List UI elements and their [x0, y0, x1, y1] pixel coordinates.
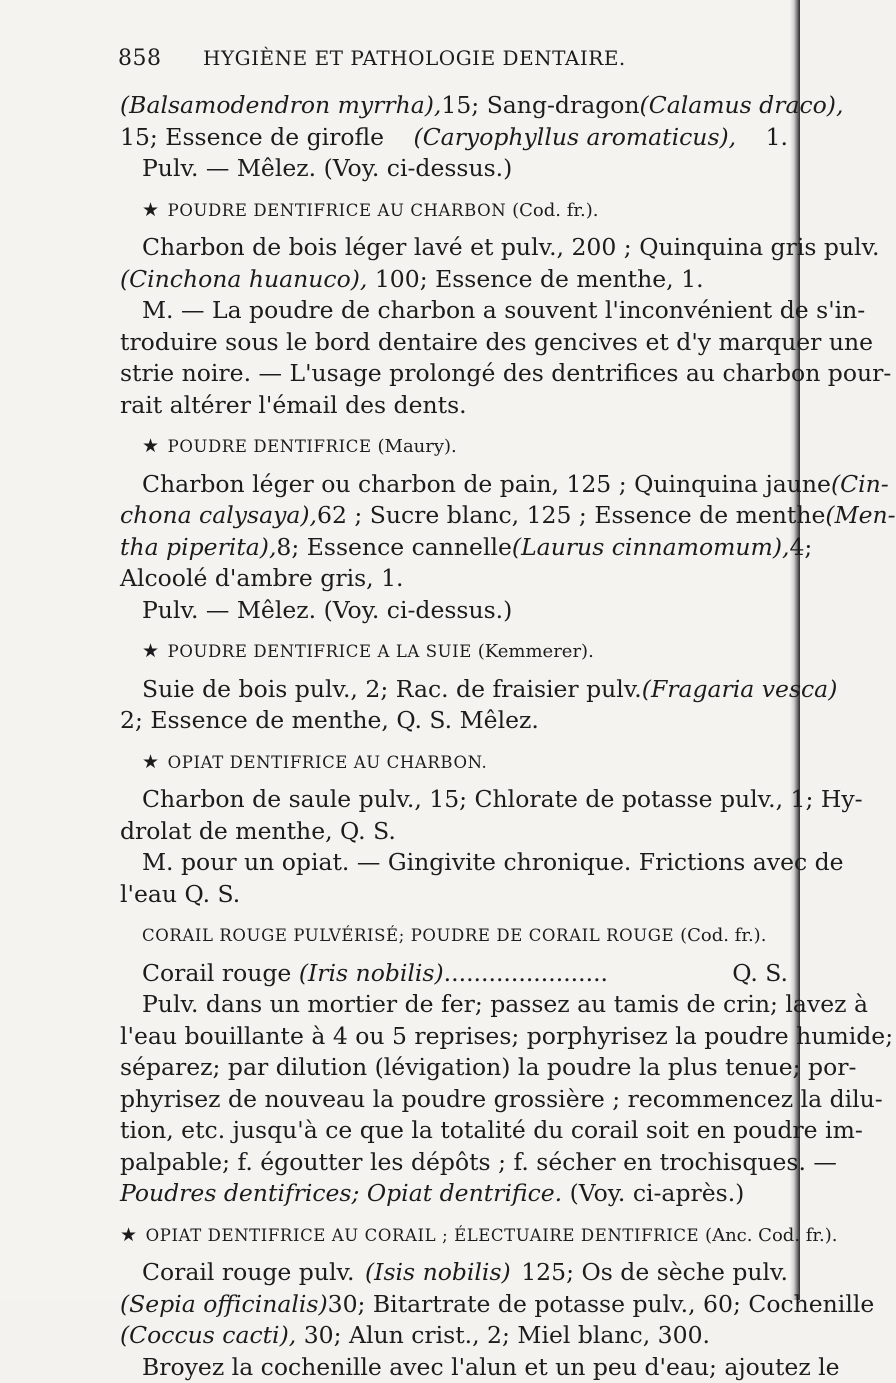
text-line: M. — La poudre de charbon a souvent l'inconvénient de s'in-: [120, 295, 788, 327]
text-line: Pulv. — Mêlez. (Voy. ci-dessus.): [120, 595, 788, 627]
section-heading: CORAIL ROUGE PULVÉRISÉ; POUDRE DE CORAIL ROUGE (Cod. fr.).: [120, 920, 788, 952]
star-icon: ★: [142, 751, 160, 773]
text-line: 15; Essence de girofle (Caryophyllus aromaticus), 1.: [120, 122, 788, 154]
section-heading: ★ POUDRE DENTIFRICE AU CHARBON (Cod. fr.).: [120, 195, 788, 227]
text-line: Charbon léger ou charbon de pain, 125 ; Quinquina jaune (Cin-: [120, 469, 788, 501]
text-line: Corail rouge (Iris nobilis) ...................... Q. S.: [120, 958, 788, 990]
text-line: Corail rouge pulv. (Isis nobilis) 125; Os de sèche pulv.: [120, 1257, 788, 1289]
text-line: strie noire. — L'usage prolongé des dentrifices au charbon pour-: [120, 358, 788, 390]
text-line: tha piperita), 8; Essence cannelle (Laurus cinnamomum), 4;: [120, 532, 788, 564]
page-body: [120, 90, 788, 1383]
text-line: séparez; par dilution (lévigation) la poudre la plus tenue; por-: [120, 1052, 788, 1084]
section-heading: ★ OPIAT DENTIFRICE AU CORAIL ; ÉLECTUAIRE DENTIFRICE (Anc. Cod. fr.).: [120, 1220, 788, 1252]
text-line: tion, etc. jusqu'à ce que la totalité du corail soit en poudre im-: [120, 1115, 788, 1147]
page-number: 858: [118, 46, 162, 71]
text-line: troduire sous le bord dentaire des gencives et d'y marquer une: [120, 327, 788, 359]
text-line: (Cinchona huanuco), 100; Essence de menthe, 1.: [120, 264, 788, 296]
star-icon: ★: [142, 199, 160, 221]
star-icon: ★: [142, 435, 160, 457]
text-line: Broyez la cochenille avec l'alun et un peu d'eau; ajoutez le: [120, 1352, 788, 1383]
text-line: l'eau Q. S.: [120, 879, 788, 911]
star-icon: ★: [142, 640, 160, 662]
text-line: phyrisez de nouveau la poudre grossière ; recommencez la dilu-: [120, 1084, 788, 1116]
text-line: Pulv. dans un mortier de fer; passez au tamis de crin; lavez à: [120, 989, 788, 1021]
text-line: (Coccus cacti), 30; Alun crist., 2; Miel blanc, 300.: [120, 1320, 788, 1352]
text-line: (Balsamodendron myrrha), 15; Sang-dragon (Calamus draco),: [120, 90, 788, 122]
text-line: drolat de menthe, Q. S.: [120, 816, 788, 848]
text-line: M. pour un opiat. — Gingivite chronique. Frictions avec de: [120, 847, 788, 879]
section-heading: ★ POUDRE DENTIFRICE (Maury).: [120, 431, 788, 463]
text-line: Charbon de bois léger lavé et pulv., 200 ; Quinquina gris pulv.: [120, 232, 788, 264]
text-line: Suie de bois pulv., 2; Rac. de fraisier pulv. (Fragaria vesca): [120, 674, 788, 706]
section-heading: ★ POUDRE DENTIFRICE A LA SUIE (Kemmerer).: [120, 636, 788, 668]
running-title: HYGIÈNE ET PATHOLOGIE DENTAIRE.: [203, 46, 626, 70]
text-line: rait altérer l'émail des dents.: [120, 390, 788, 422]
text-line: chona calysaya), 62 ; Sucre blanc, 125 ; Essence de menthe (Men-: [120, 500, 788, 532]
text-line: l'eau bouillante à 4 ou 5 reprises; porphyrisez la poudre humide;: [120, 1021, 788, 1053]
text-line: palpable; f. égoutter les dépôts ; f. sécher en trochisques. —: [120, 1147, 788, 1179]
star-icon: ★: [120, 1224, 138, 1246]
text-line: Pulv. — Mêlez. (Voy. ci-dessus.): [120, 153, 788, 185]
text-line: Alcoolé d'ambre gris, 1.: [120, 563, 788, 595]
section-heading: ★ OPIAT DENTIFRICE AU CHARBON.: [120, 747, 788, 779]
text-line: Poudres dentifrices; Opiat dentrifice. (Voy. ci-après.): [120, 1178, 788, 1210]
running-header: [118, 46, 626, 71]
text-line: 2; Essence de menthe, Q. S. Mêlez.: [120, 705, 788, 737]
text-line: Charbon de saule pulv., 15; Chlorate de potasse pulv., 1; Hy-: [120, 784, 788, 816]
text-line: (Sepia officinalis) 30; Bitartrate de potasse pulv., 60; Cochenille: [120, 1289, 788, 1321]
